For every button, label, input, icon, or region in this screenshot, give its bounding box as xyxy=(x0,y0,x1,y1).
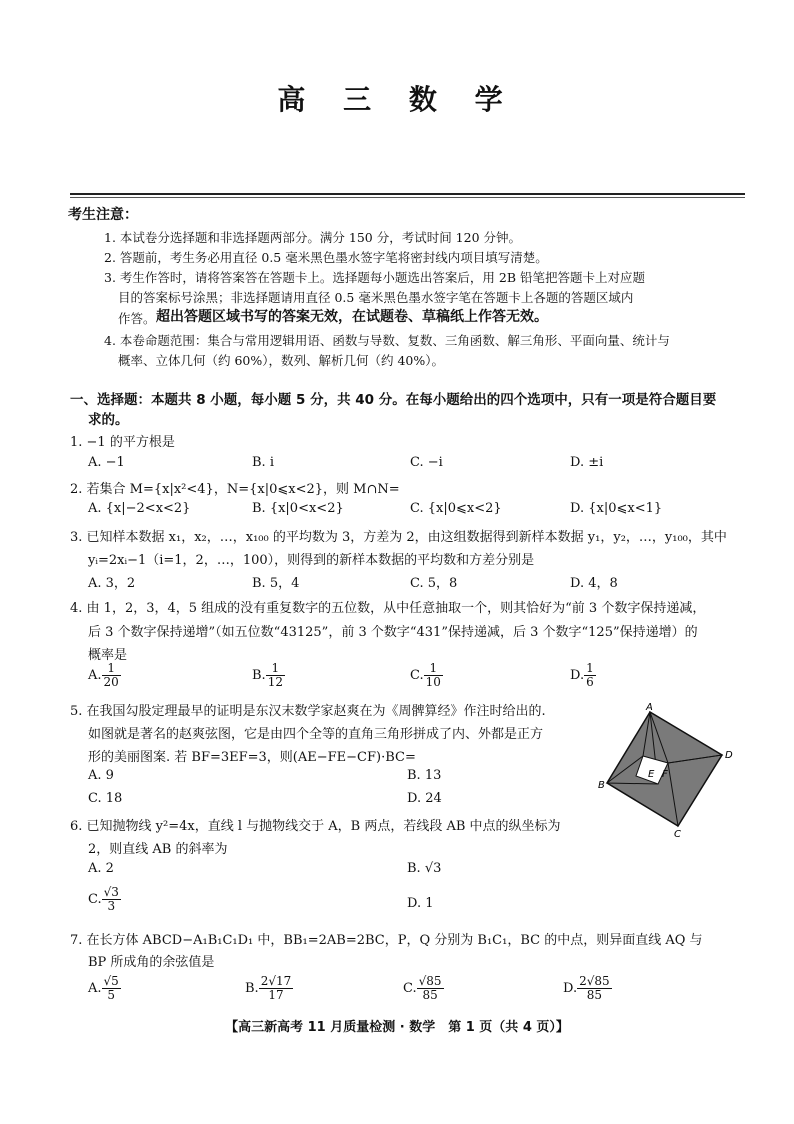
q2-option-b: B. {x|0<x<2} xyxy=(252,501,344,516)
notice-item-4a: 4. 本卷命题范围：集合与常用逻辑用语、函数与导数、复数、三角函数、解三角形、平面向量、统计与 xyxy=(104,333,670,348)
q5-option-c: C. 18 xyxy=(88,791,123,806)
q7-option-d: D. $\frac{2√85}{85}$ xyxy=(563,974,610,1002)
notice-item-2: 2. 答题前，考生务必用直径 0.5 毫米黑色墨水签字笔将密封线内项目填写清楚。 xyxy=(104,250,548,265)
q2-option-a: A. {x|−2<x<2} xyxy=(88,501,191,516)
notice-item-3c: 作答。 xyxy=(118,311,156,326)
header-rule xyxy=(70,193,745,195)
q3-option-b: B. 5，4 xyxy=(252,576,300,591)
q7-stem-2: BP 所成角的余弦值是 xyxy=(88,955,215,970)
notice-item-4b: 概率、立体几何（约 60%），数列、解析几何（约 40%）。 xyxy=(118,353,445,368)
q1-option-c: C. −i xyxy=(410,455,443,470)
page-title: 高 三 数 学 xyxy=(277,83,517,116)
q4-stem-1: 4. 由 1，2，3，4，5 组成的没有重复数字的五位数，从中任意抽取一个，则其恰好为“前 3 个数字保持递减， xyxy=(70,601,706,616)
header-rule-thin xyxy=(70,197,745,198)
q5-stem-2: 如图就是著名的赵爽弦图，它是由四个全等的直角三角形拼成了内、外都是正方 xyxy=(88,727,544,742)
zhao-shuang-diagram xyxy=(596,700,736,840)
label-f: F xyxy=(662,769,668,780)
q7-option-a: A. $\frac{√5}{5}$ xyxy=(88,974,119,1002)
q3-option-c: C. 5，8 xyxy=(410,576,458,591)
q5-option-b: B. 13 xyxy=(407,768,442,783)
notice-item-3b: 目的答案标号涂黑；非选择题请用直径 0.5 毫米黑色墨水签字笔在答题卡上各题的答题区域内 xyxy=(118,290,634,305)
q6-stem-1: 6. 已知抛物线 y²=4x，直线 l 与抛物线交于 A，B 两点，若线段 AB 中点的纵坐标为 xyxy=(70,819,561,834)
q1-option-d: D. ±i xyxy=(570,455,604,470)
label-e: E xyxy=(648,769,655,780)
q6-option-d: D. 1 xyxy=(407,896,434,911)
label-a: A xyxy=(646,702,653,713)
q6-stem-2: 2，则直线 AB 的斜率为 xyxy=(88,842,228,857)
q7-option-b: B. $\frac{2√17}{17}$ xyxy=(245,974,292,1002)
q5-stem-1: 5. 在我国勾股定理最早的证明是东汉末数学家赵爽在为《周髀算经》作注时给出的. xyxy=(70,704,546,719)
q7-stem-1: 7. 在长方体 ABCD−A₁B₁C₁D₁ 中，BB₁=2AB=2BC，P，Q 分别为 B₁C₁，BC 的中点，则异面直线 AQ 与 xyxy=(70,933,703,948)
q6-option-c: C. $\frac{√3}{3}$ xyxy=(88,885,119,913)
q2-option-c: C. {x|0⩽x<2} xyxy=(410,501,502,516)
page-footer: 【高三新高考 11 月质量检测 · 数学 第 1 页（共 4 页）】 xyxy=(225,1020,569,1035)
q4-stem-2: 后 3 个数字保持递增”（如五位数“43125”，前 3 个数字“431”保持递减，后 3 个数字“125”保持递增）的 xyxy=(88,625,698,640)
q6-option-b: B. √3 xyxy=(407,861,442,876)
q6-option-a: A. 2 xyxy=(88,861,114,876)
notice-item-3a: 3. 考生作答时，请将答案答在答题卡上。选择题每小题选出答案后，用 2B 铅笔把答题卡上对应题 xyxy=(104,270,645,285)
q1-option-b: B. i xyxy=(252,455,274,470)
label-d: D xyxy=(725,750,733,761)
q4-option-c: C. $\frac{1}{10}$ xyxy=(410,661,441,689)
q5-option-a: A. 9 xyxy=(88,768,114,783)
q4-option-b: B. $\frac{1}{12}$ xyxy=(252,661,283,689)
label-b: B xyxy=(598,780,605,791)
q4-option-d: D. $\frac{1}{6}$ xyxy=(570,661,594,689)
q5-stem-3: 形的美丽图案. 若 BF=3EF=3，则(AE−FE−CF)·BC= xyxy=(88,750,416,765)
notice-item-3d-warning: 超出答题区域书写的答案无效，在试题卷、草稿纸上作答无效。 xyxy=(156,309,548,325)
q5-option-d: D. 24 xyxy=(407,791,442,806)
q3-option-d: D. 4，8 xyxy=(570,576,618,591)
q1-option-a: A. −1 xyxy=(88,455,125,470)
q4-stem-3: 概率是 xyxy=(88,648,128,663)
q4-option-a: A. $\frac{1}{20}$ xyxy=(88,661,119,689)
q2-stem: 2. 若集合 M={x|x²<4}，N={x|0⩽x<2}，则 M∩N= xyxy=(70,482,400,497)
section-1-heading-cont: 求的。 xyxy=(88,412,129,428)
notice-heading: 考生注意： xyxy=(68,207,138,223)
notice-item-1: 1. 本试卷分选择题和非选择题两部分。满分 150 分，考试时间 120 分钟。 xyxy=(104,230,522,245)
q1-stem: 1. −1 的平方根是 xyxy=(70,435,175,450)
q7-option-c: C. $\frac{√85}{85}$ xyxy=(403,974,442,1002)
q3-stem-1: 3. 已知样本数据 x₁，x₂，…，x₁₀₀ 的平均数为 3，方差为 2，由这组数据得到新样本数据 y₁，y₂，…，y₁₀₀，其中 xyxy=(70,530,727,545)
q2-option-d: D. {x|0⩽x<1} xyxy=(570,501,663,516)
section-1-heading: 一、选择题：本题共 8 小题，每小题 5 分，共 40 分。在每小题给出的四个选项中，只有一项是符合题目要 xyxy=(70,392,717,408)
q3-option-a: A. 3，2 xyxy=(88,576,136,591)
label-c: C xyxy=(674,829,681,840)
q3-stem-2: yᵢ=2xᵢ−1（i=1，2，…，100），则得到的新样本数据的平均数和方差分别是 xyxy=(88,553,535,568)
